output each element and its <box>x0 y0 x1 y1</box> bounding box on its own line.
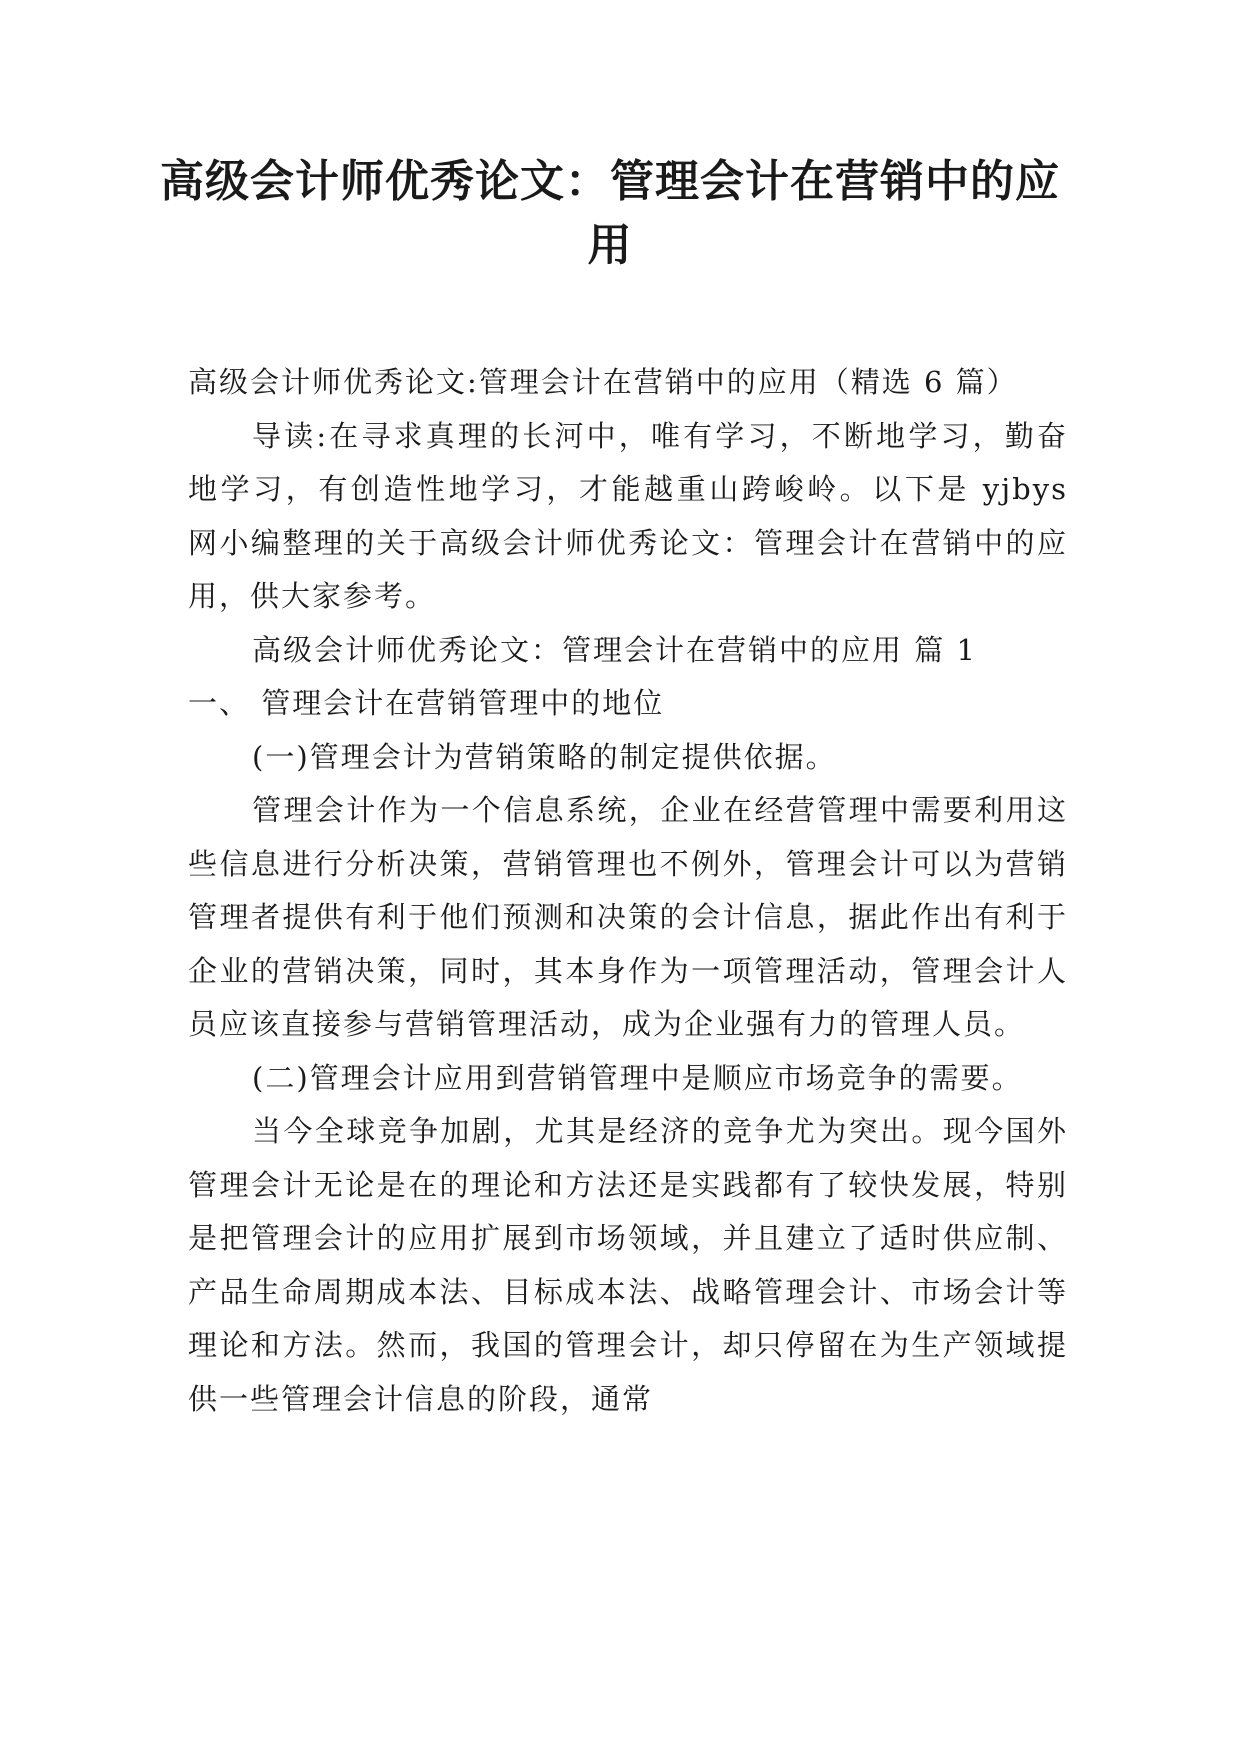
part-heading: 一、 管理会计在营销管理中的地位 <box>188 686 665 720</box>
section-heading: 高级会计师优秀论文：管理会计在营销中的应用 篇 1 <box>252 632 977 667</box>
document-title: 高级会计师优秀论文：管理会计在营销中的应用 <box>160 156 1060 271</box>
subtitle-paragraph: 高级会计师优秀论文:管理会计在营销中的应用（精选 6 篇） <box>188 365 1018 399</box>
subheading-2: (二)管理会计应用到营销管理中是顺应市场竞争的需要。 <box>252 1060 1023 1095</box>
document-body <box>188 356 1068 1426</box>
body-paragraph-1: 管理会计作为一个信息系统，企业在经营管理中需要利用这些信息进行分析决策，营销管理也不例外，管理会计可以为营销管理者提供有利于他们预测和决策的会计信息，据此作出有利于企业的营销决策，同时，其本身作为一项管理活动，管理会计人员应该直接参与营销管理活动，成为企业强有力的管理人员。 <box>188 793 1068 1041</box>
subheading-1: (一)管理会计为营销策略的制定提供依据。 <box>252 739 837 774</box>
intro-paragraph: 导读:在寻求真理的长河中，唯有学习，不断地学习，勤奋地学习，有创造性地学习，才能越重山跨峻岭。以下是 yjbys 网小编整理的关于高级会计师优秀论文：管理会计在营销中的应用，供大家参考。 <box>188 418 1068 613</box>
body-paragraph-2: 当今全球竞争加剧，尤其是经济的竞争尤为突出。现今国外管理会计无论是在的理论和方法还是实践都有了较快发展，特别是把管理会计的应用扩展到市场领域，并且建立了适时供应制、产品生命周期成本法、目标成本法、战略管理会计、市场会计等理论和方法。然而，我国的管理会计，却只停留在为生产领域提供一些管理会计信息的阶段，通常 <box>188 1114 1068 1416</box>
